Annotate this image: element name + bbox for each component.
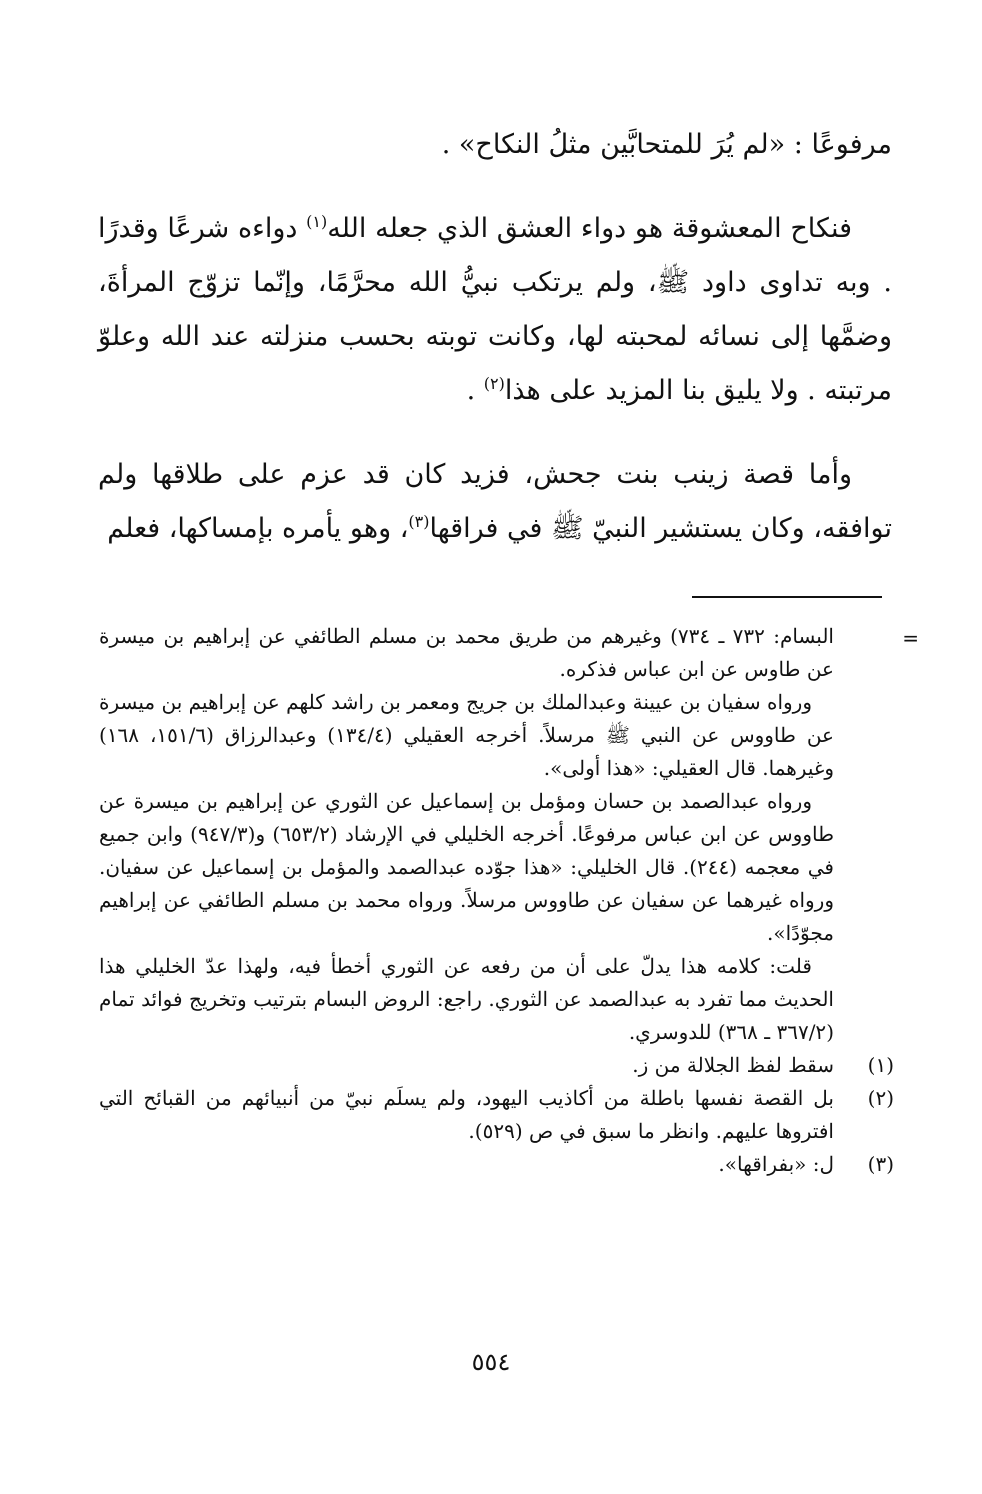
footnote-ref-2[interactable]: (٢) — [483, 374, 505, 393]
paragraph-2-text-b: دواءه شرعًا وقدرًا . وبه تداوى داود ﷺ، ولم يرتكب نبيُّ الله محرَّمًا، وإنّما تزوّج المرأةَ، وضمَّها إلى نسائه لمحبته لها، وكانت توبته بحسب منزلته عند الله وعلوّ مرتبته . ولا يليق بنا المزيد على هذا — [98, 213, 892, 406]
footnote-number: (٢) — [867, 1086, 894, 1110]
continued-footnote — [99, 620, 919, 1049]
paragraph-3 — [98, 448, 892, 556]
paragraph-3-text-a: وأما قصة زينب بنت جحش، فزيد كان قد عزم على طلاقها ولم توافقه، وكان يستشير النبيّ ﷺ في فراقها — [98, 459, 892, 544]
footnote-ref-1[interactable]: (١) — [306, 212, 328, 231]
continued-footnote-para: ورواه سفيان بن عيينة وعبدالملك بن جريج ومعمر بن راشد كلهم عن إبراهيم بن ميسرة عن طاووس عن النبي ﷺ مرسلاً. أخرجه العقيلي (١٣٤/٤) وعبدالرزاق (١٥١/٦، ١٦٨) وغيرهما. قال العقيلي: «هذا أولى». — [99, 690, 834, 780]
footnote-number: (٣) — [867, 1152, 894, 1176]
footnotes-section — [99, 620, 919, 1181]
footnote-text: ل: «بفراقها». — [718, 1152, 834, 1176]
paragraph-2-text-a: فنكاح المعشوقة هو دواء العشق الذي جعله الله — [327, 213, 853, 244]
footnote-text: بل القصة نفسها باطلة من أكاذيب اليهود، ولم يسلَم نبيّ من أنبيائهم من القبائح التي افتروها عليهم. وانظر ما سبق في ص (٥٢٩). — [99, 1086, 834, 1143]
paragraph-1: مرفوعًا : «لم يُرَ للمتحابَّين مثلُ النكاح» . — [441, 129, 892, 160]
continuation-mark: = — [902, 626, 919, 650]
footnote-ref-3[interactable]: (٣) — [408, 512, 430, 531]
page-number: ٥٥٤ — [471, 1348, 511, 1376]
footnote-text: سقط لفظ الجلالة من ز. — [632, 1053, 834, 1077]
continued-footnote-para: قلت: كلامه هذا يدلّ على أن من رفعه عن الثوري أخطأ فيه، ولهذا عدّ الخليلي هذا الحديث مما تفرد به عبدالصمد عن الثوري. راجع: الروض البسام بترتيب وتخريج فوائد تمام (٣٦٧/٢ ـ ٣٦٨) للدوسري. — [99, 954, 834, 1044]
continued-footnote-para: البسام: ٧٣٢ ـ ٧٣٤) وغيرهم من طريق محمد بن مسلم الطائفي عن إبراهيم بن ميسرة عن طاوس عن ابن عباس فذكره. — [99, 624, 834, 681]
main-text — [98, 118, 892, 556]
paragraph-3-text-b: ، وهو يأمره بإمساكها، فعلم — [107, 513, 409, 544]
footnote-1 — [99, 1049, 894, 1082]
continued-footnote-para: ورواه عبدالصمد بن حسان ومؤمل بن إسماعيل عن الثوري عن إبراهيم بن ميسرة عن طاووس عن ابن عباس مرفوعًا. أخرجه الخليلي في الإرشاد (٦٥٣/٢) و(٩٤٧/٣) وابن جميع في معجمه (٢٤٤). قال الخليلي: «هذا جوّده عبدالصمد والمؤمل بن إسماعيل عن سفيان. ورواه غيرهما عن سفيان عن طاووس مرسلاً. ورواه محمد بن مسلم الطائفي عن إبراهيم مجوّدًا». — [99, 789, 834, 945]
footnote-2 — [99, 1082, 894, 1148]
footnote-3 — [99, 1148, 894, 1181]
paragraph-2 — [98, 202, 892, 418]
paragraph-2-text-c: . — [466, 375, 484, 406]
footnote-number: (١) — [867, 1053, 894, 1077]
footnote-separator — [692, 596, 882, 598]
